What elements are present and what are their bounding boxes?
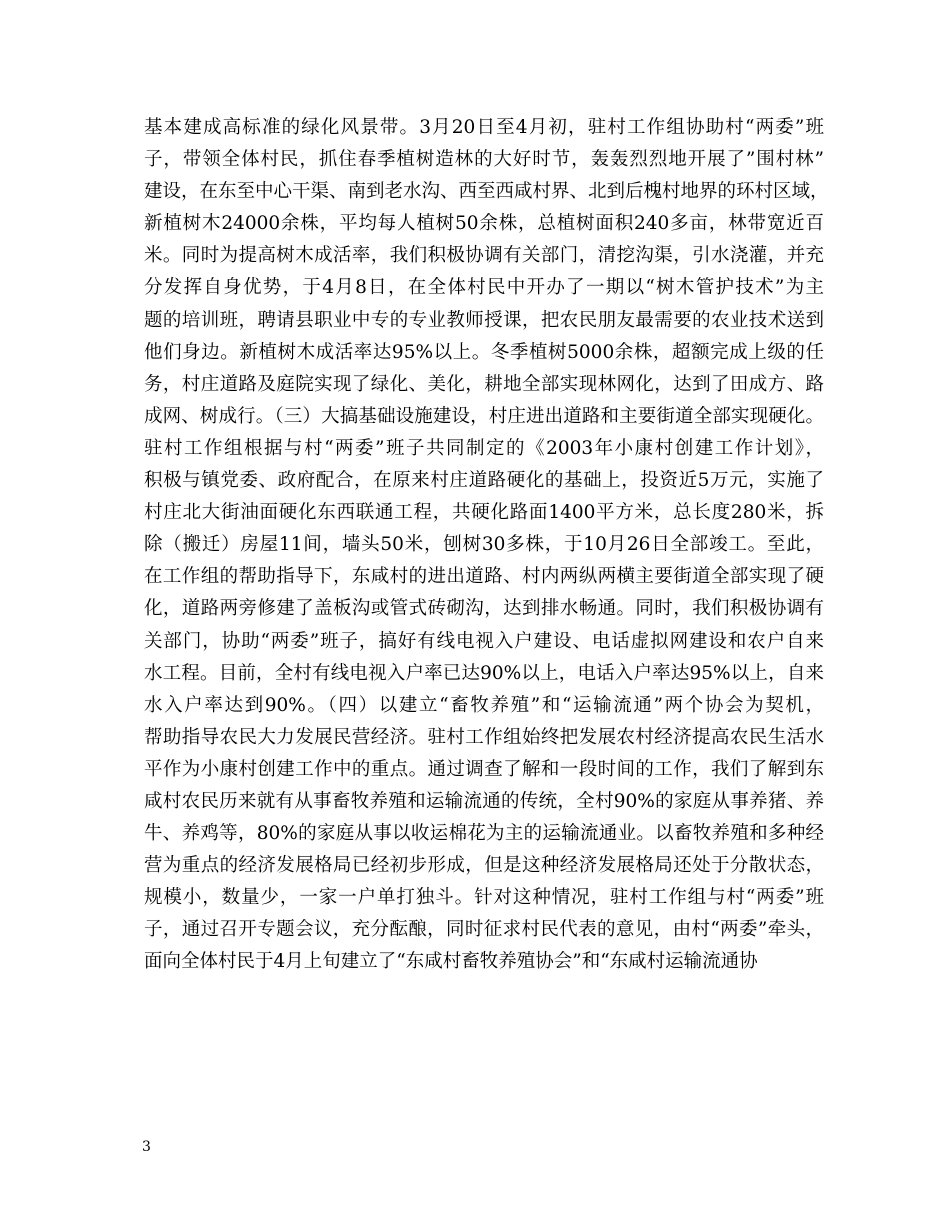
text-line: 水入户率达到90%。（四）以建立“畜牧养殖”和“运输流通”两个协会为契机， xyxy=(144,694,824,716)
text-line: 成网、树成行。（三）大搞基础设施建设，村庄进出道路和主要街道全部实现硬化。 xyxy=(144,405,824,427)
text-line: 帮助指导农民大力发展民营经济。驻村工作组始终把发展农村经济提高农民生活水 xyxy=(144,726,824,748)
text-line: 除（搬迁）房屋11间，墙头50米，刨树30多株，于10月26日全部竣工。至此， xyxy=(144,534,824,556)
text-line: 题的培训班，聘请县职业中专的专业教师授课，把农民朋友最需要的农业技术送到 xyxy=(144,309,824,331)
text-line: 米。同时为提高树木成活率，我们积极协调有关部门，清挖沟渠，引水浇灌，并充 xyxy=(144,245,824,267)
text-line: 牛、养鸡等，80%的家庭从事以收运棉花为主的运输流通业。以畜牧养殖和多种经 xyxy=(144,823,824,845)
page-number: 3 xyxy=(142,1139,151,1155)
text-line: 驻村工作组根据与村“两委”班子共同制定的《2003年小康村创建工作计划》， xyxy=(144,437,824,459)
text-line: 平作为小康村创建工作中的重点。通过调查了解和一段时间的工作，我们了解到东 xyxy=(144,758,824,780)
text-line: 子，通过召开专题会议，充分酝酿，同时征求村民代表的意见，由村“两委”牵头， xyxy=(144,919,824,941)
text-line: 积极与镇党委、政府配合，在原来村庄道路硬化的基础上，投资近5万元，实施了 xyxy=(144,470,824,492)
text-line: 水工程。目前，全村有线电视入户率已达90%以上，电话入户率达95%以上，自来 xyxy=(144,662,824,684)
text-line: 新植树木24000余株，平均每人植树50余株，总植树面积240多亩，林带宽近百 xyxy=(144,213,824,235)
text-line: 分发挥自身优势，于4月8日，在全体村民中开办了一期以“树木管护技术”为主 xyxy=(144,277,824,299)
text-line: 村庄北大街油面硬化东西联通工程，共硬化路面1400平方米，总长度280米，拆 xyxy=(144,502,824,524)
text-line: 面向全体村民于4月上旬建立了“东咸村畜牧养殖协会”和“东咸村运输流通协 xyxy=(144,951,758,973)
text-line: 子，带领全体村民，抓住春季植树造林的大好时节，轰轰烈烈地开展了”围村林” xyxy=(144,149,824,171)
text-line: 规模小，数量少，一家一户单打独斗。针对这种情况，驻村工作组与村“两委”班 xyxy=(144,887,824,909)
body-text xyxy=(144,112,829,979)
text-line: 在工作组的帮助指导下，东咸村的进出道路、村内两纵两横主要街道全部实现了硬 xyxy=(144,566,824,588)
text-line: 化，道路两旁修建了盖板沟或管式砖砌沟，达到排水畅通。同时，我们积极协调有 xyxy=(144,598,824,620)
text-line: 咸村农民历来就有从事畜牧养殖和运输流通的传统，全村90%的家庭从事养猪、养 xyxy=(144,790,824,812)
text-line: 务，村庄道路及庭院实现了绿化、美化，耕地全部实现林网化，达到了田成方、路 xyxy=(144,373,824,395)
text-line: 他们身边。新植树木成活率达95%以上。冬季植树5000余株，超额完成上级的任 xyxy=(144,341,824,363)
text-line: 建设，在东至中心干渠、南到老水沟、西至西咸村界、北到后槐村地界的环村区域， xyxy=(144,181,829,203)
text-line: 营为重点的经济发展格局已经初步形成，但是这种经济发展格局还处于分散状态， xyxy=(144,855,824,877)
text-line: 基本建成高标准的绿化风景带。3月20日至4月初，驻村工作组协助村“两委”班 xyxy=(144,117,824,138)
text-line: 关部门，协助“两委”班子，搞好有线电视入户建设、电话虚拟网建设和农户自来 xyxy=(144,630,824,652)
